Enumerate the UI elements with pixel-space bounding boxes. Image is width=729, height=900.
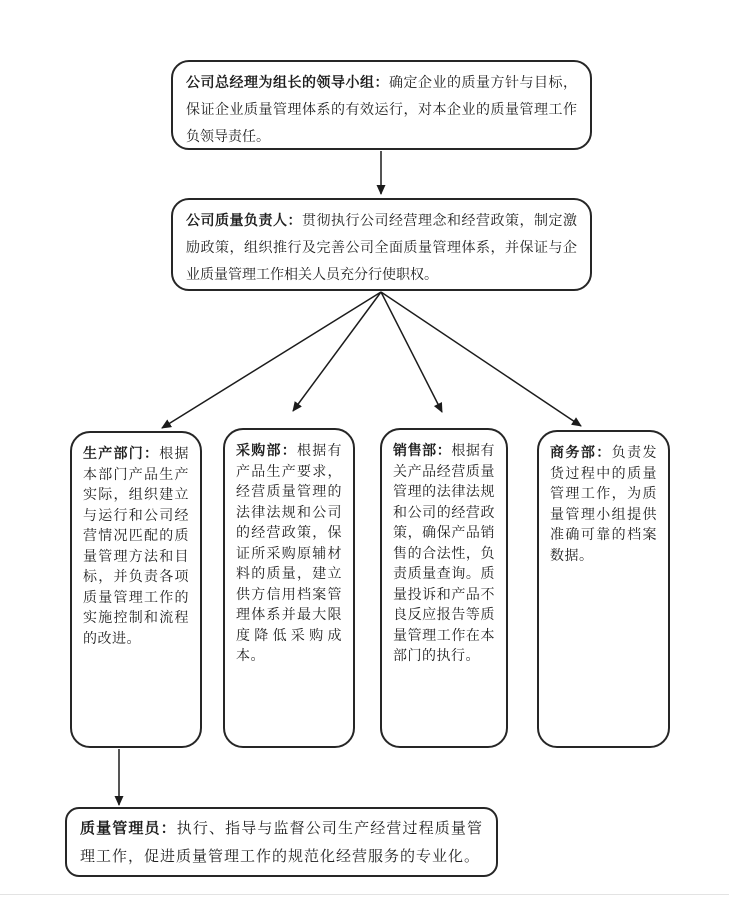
node-commerce-dept-title: 商务部： <box>550 446 612 461</box>
arrow-quality_director-to-purchasing_dept <box>293 292 381 411</box>
node-production-dept-body: 根据本部门产品生产实际，组织建立与运行和公司经营情况匹配的质量管理方法和目标，并负责各项质量管理工作的实施控制和流程的改进。 <box>83 447 189 647</box>
node-quality-manager-body: 执行、指导与监督公司生产经营过程质量管理工作，促进质量管理工作的规范化经营服务的专业化。 <box>80 821 483 865</box>
node-commerce-dept-text <box>550 444 657 567</box>
arrow-quality_director-to-commerce_dept <box>381 292 581 426</box>
node-leader-group-title: 公司总经理为组长的领导小组： <box>186 76 389 91</box>
arrow-quality_director-to-sales_dept <box>381 292 442 412</box>
node-quality-director <box>171 198 592 291</box>
node-sales-dept-text <box>393 442 495 668</box>
node-leader-group-text <box>186 70 577 151</box>
node-quality-director-title: 公司质量负责人： <box>186 214 302 229</box>
page-bottom-edge <box>0 894 729 895</box>
node-sales-dept <box>380 428 508 748</box>
node-sales-dept-body: 根据有关产品经营质量管理的法律法规和公司的经营政策，确保产品销售的合法性，负责质量查询。质量投诉和产品不良反应报告等质量管理工作在本部门的执行。 <box>393 444 496 664</box>
node-purchasing-dept-title: 采购部： <box>236 444 297 459</box>
node-leader-group <box>171 60 592 150</box>
node-quality-manager <box>65 807 498 877</box>
node-commerce-dept-body: 负责发货过程中的质量管理工作，为质量管理小组提供准确可靠的档案数据。 <box>550 446 658 564</box>
arrow-quality_director-to-production_dept <box>162 292 381 428</box>
node-quality-director-body: 贯彻执行公司经营理念和经营政策，制定激励政策，组织推行及完善公司全面质量管理体系，并保证与企业质量管理工作相关人员充分行使职权。 <box>186 214 577 283</box>
node-production-dept <box>70 431 202 748</box>
node-production-dept-title: 生产部门： <box>83 447 160 462</box>
node-quality-manager-title: 质量管理员： <box>80 821 177 837</box>
node-quality-director-text <box>186 208 577 289</box>
node-commerce-dept <box>537 430 670 748</box>
node-production-dept-text <box>83 445 189 650</box>
node-purchasing-dept-body: 根据有产品生产要求，经营质量管理的法律法规和公司的经营政策，保证所采购原辅材料的质量，建立供方信用档案管理体系并最大限度降低采购成本。 <box>236 444 342 664</box>
node-purchasing-dept <box>223 428 355 748</box>
node-quality-manager-text <box>80 815 483 871</box>
node-purchasing-dept-text <box>236 442 342 668</box>
node-leader-group-body: 确定企业的质量方针与目标，保证企业质量管理体系的有效运行，对本企业的质量管理工作负领导责任。 <box>186 76 577 145</box>
node-sales-dept-title: 销售部： <box>393 444 452 459</box>
